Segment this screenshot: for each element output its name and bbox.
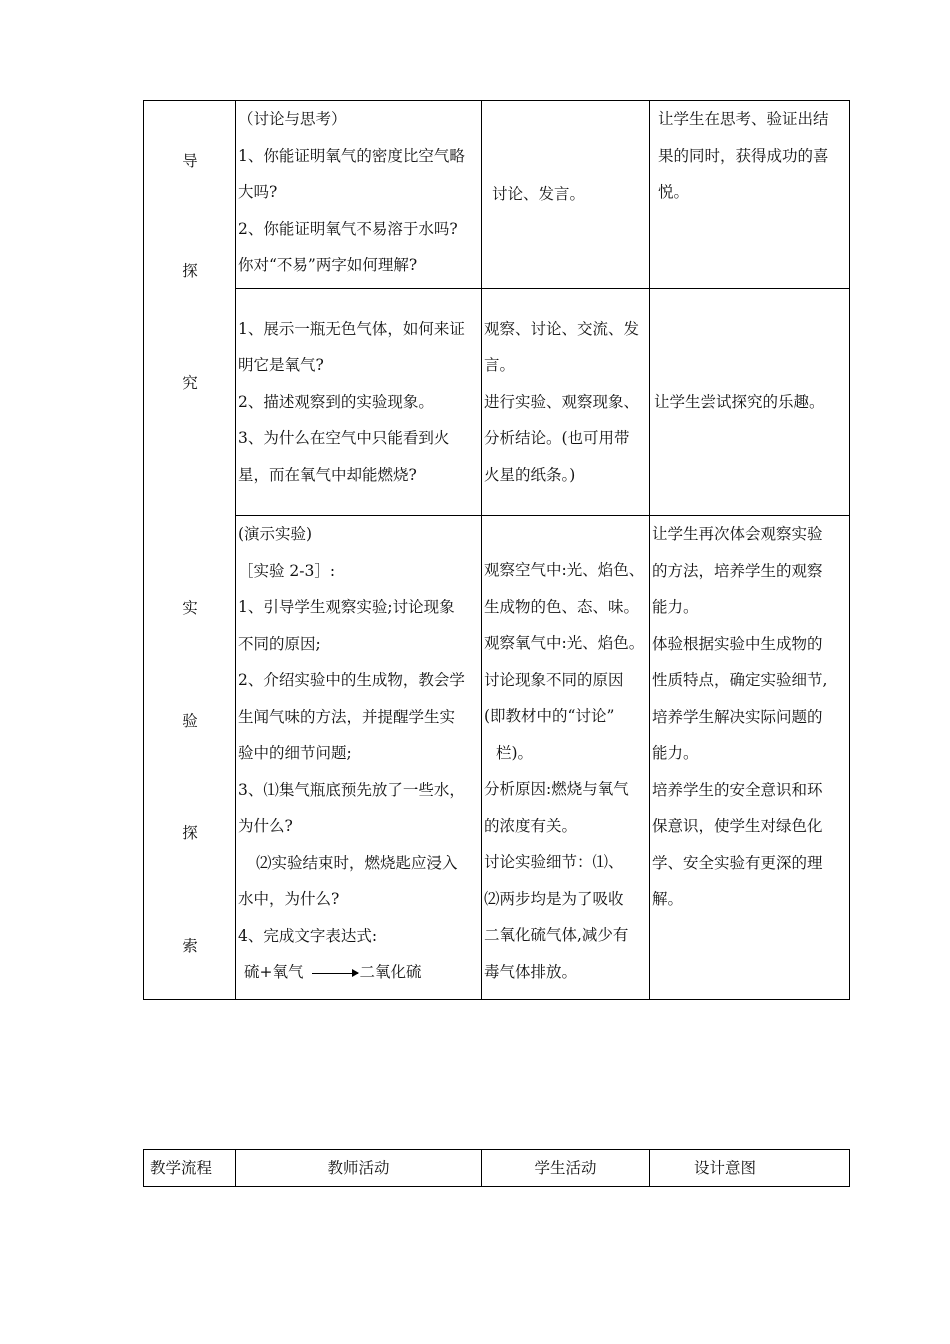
text-line: 1、展示一瓶无色气体，如何来证	[238, 319, 465, 338]
text-line: 体验根据实验中生成物的	[652, 634, 823, 653]
header-design-intent: 设计意图	[650, 1150, 850, 1187]
teacher-activity	[236, 289, 482, 516]
text-line: 讨论实验细节：⑴、	[484, 853, 624, 871]
header-student-activity: 学生活动	[482, 1150, 650, 1187]
flow-char: 索	[182, 937, 198, 955]
flow-char: 导	[182, 152, 198, 170]
text-line: 让学生再次体会观察实验	[652, 525, 823, 543]
text-line: 学、安全实验有更深的理	[652, 853, 823, 872]
text-line: 培养学生解决实际问题的	[652, 707, 823, 726]
text-line: 水中，为什么?	[238, 890, 340, 908]
header-table	[143, 1149, 850, 1187]
text-line: 3、⑴集气瓶底预先放了一些水，	[238, 780, 465, 799]
flow-char: 验	[182, 712, 198, 730]
text-line: 讨论现象不同的原因	[484, 670, 624, 689]
text-line: (即教材中的“讨论”	[484, 707, 615, 725]
equation-product: 二氧化硫	[359, 963, 422, 981]
text-line: 明它是氧气?	[238, 356, 324, 375]
flow-char: 究	[182, 374, 198, 392]
text-line: 大吗?	[238, 183, 278, 201]
text-line: 二氧化硫气体,减少有	[484, 926, 629, 944]
text-line: 1、引导学生观察实验;讨论现象	[238, 598, 455, 616]
text-line: 分析结论。(也可用带	[484, 429, 630, 448]
word-equation	[238, 954, 479, 991]
text-line: 观察空气中:光、焰色、	[484, 561, 645, 579]
text-line: 保意识，使学生对绿色化	[652, 817, 823, 835]
text-line: 性质特点，确定实验细节,	[652, 671, 828, 689]
text-line: 2、描述观察到的实验现象。	[238, 392, 434, 411]
text-line: 毒气体排放。	[484, 962, 578, 981]
design-intent	[650, 101, 850, 289]
text-line: 生成物的色、态、味。	[484, 597, 640, 616]
text-line: 让学生尝试探究的乐趣。	[654, 392, 825, 411]
text-line: 培养学生的安全意识和环	[652, 780, 823, 799]
text-line: ［实验 2-3］:	[238, 561, 336, 580]
text-line: (演示实验)	[238, 525, 313, 543]
text-line: 为什么?	[238, 817, 293, 835]
student-activity	[482, 101, 650, 289]
text-line: 观察氧气中:光、焰色。	[484, 634, 645, 652]
text-line: 栏)。	[496, 743, 534, 762]
teacher-activity	[236, 516, 482, 1000]
table-header-row	[144, 1150, 850, 1187]
text-line: 悦。	[658, 183, 690, 201]
design-intent	[650, 516, 850, 1000]
equation-reactants: 硫+氧气	[244, 963, 304, 981]
text-line: 的浓度有关。	[484, 816, 578, 835]
lesson-table	[143, 100, 850, 1000]
student-activity	[482, 516, 650, 1000]
text-line: 讨论、发言。	[492, 185, 586, 204]
text-line: 让学生在思考、验证出结	[658, 110, 829, 128]
student-activity	[482, 289, 650, 516]
text-line: ⑵实验结束时，燃烧匙应浸入	[256, 853, 458, 872]
text-line: 观察、讨论、交流、发	[484, 319, 640, 338]
flow-cell	[144, 101, 236, 1000]
flow-char: 实	[182, 599, 198, 617]
flow-char: 探	[182, 262, 198, 280]
table-row	[144, 516, 850, 1000]
header-teaching-process: 教学流程	[144, 1150, 236, 1187]
text-line: ⑵两步均是为了吸收	[484, 889, 624, 908]
text-line: 星，而在氧气中却能燃烧?	[238, 465, 417, 484]
text-line: 生闻气味的方法，并提醒学生实	[238, 707, 456, 726]
text-line: 能力。	[652, 598, 699, 616]
text-line: 进行实验、观察现象、	[484, 392, 640, 411]
text-line: 不同的原因;	[238, 634, 321, 653]
table-row	[144, 101, 850, 289]
text-line: 2、介绍实验中的生成物，教会学	[238, 671, 465, 689]
header-teacher-activity: 教师活动	[236, 1150, 482, 1187]
text-line: 3、为什么在空气中只能看到火	[238, 429, 450, 448]
text-line: 1、你能证明氧气的密度比空气略	[238, 146, 465, 165]
text-line: 验中的细节问题;	[238, 744, 352, 762]
text-line: 解。	[652, 890, 684, 908]
table-row	[144, 289, 850, 516]
text-line: 的方法，培养学生的观察	[652, 561, 823, 580]
reaction-arrow-icon	[312, 973, 358, 974]
flow-char: 探	[182, 824, 198, 842]
teacher-activity	[236, 101, 482, 289]
text-line: 4、完成文字表达式:	[238, 926, 378, 945]
text-line: 言。	[484, 356, 516, 375]
text-line: 果的同时，获得成功的喜	[658, 146, 829, 165]
text-line: 能力。	[652, 744, 699, 762]
text-line: 你对“不易”两字如何理解?	[238, 256, 418, 274]
text-line: （讨论与思考）	[238, 110, 347, 128]
text-line: 2、你能证明氧气不易溶于水吗?	[238, 219, 458, 238]
design-intent	[650, 289, 850, 516]
text-line: 火星的纸条。)	[484, 465, 576, 484]
text-line: 分析原因:燃烧与氧气	[484, 780, 629, 798]
